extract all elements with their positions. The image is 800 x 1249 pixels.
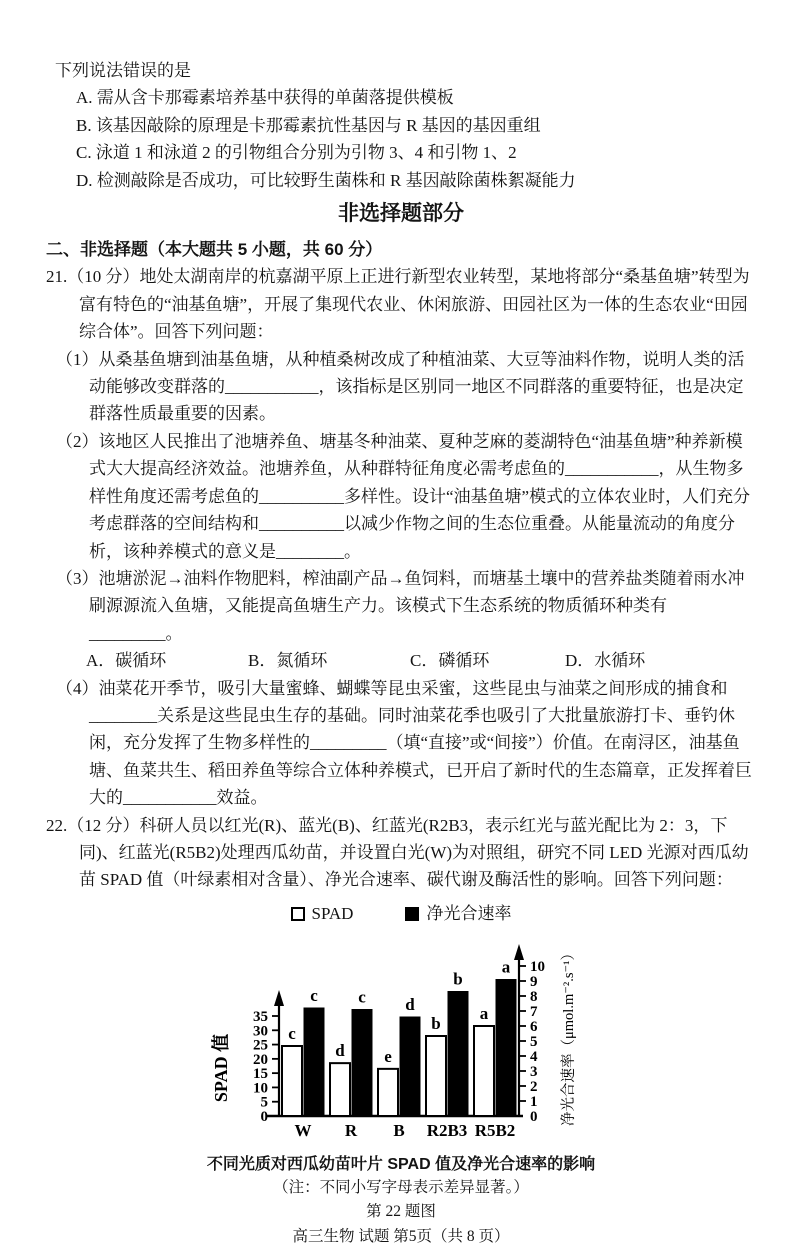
question-20-option-a: A. 需从含卡那霉素培养基中获得的单菌落提供模板 [76, 88, 454, 108]
legend-item-pn [405, 900, 511, 927]
svg-text:SPAD 值: SPAD 值 [211, 1033, 231, 1102]
svg-text:25: 25 [253, 1037, 268, 1054]
question-20-option-c: C. 泳道 1 和泳道 2 的引物组合分别为引物 3、4 和引物 1、2 [76, 143, 517, 163]
chart-legend [46, 902, 756, 926]
legend-item-spad [291, 900, 354, 927]
question-20-stem: 下列说法错误的是 [55, 61, 191, 80]
question-22 [46, 812, 756, 894]
svg-text:R5B2: R5B2 [474, 1120, 516, 1140]
svg-text:B: B [393, 1120, 405, 1140]
part-4-label: （4） [56, 678, 99, 698]
svg-text:2: 2 [530, 1078, 538, 1095]
part-1-text: 从桑基鱼塘到油基鱼塘，从种植桑树改成了种植油菜、大豆等油料作物，说明人类的活动能够改变群落的___________，该指标是区别同一地区不同群落的重要特征，也是决定群落性质最重要的因素。 [89, 349, 745, 424]
question-22-number: 22. [46, 815, 68, 835]
svg-text:9: 9 [530, 973, 538, 990]
svg-text:c: c [310, 985, 318, 1005]
figure-caption: 不同光质对西瓜幼苗叶片 SPAD 值及净光合速率的影响 [206, 1155, 596, 1173]
svg-text:R2B3: R2B3 [426, 1120, 468, 1140]
svg-text:4: 4 [530, 1048, 538, 1065]
svg-text:a: a [501, 957, 511, 977]
svg-text:c: c [358, 987, 366, 1007]
svg-text:b: b [431, 1013, 441, 1033]
svg-text:1: 1 [530, 1093, 538, 1110]
svg-text:35: 35 [253, 1008, 268, 1025]
svg-text:b: b [453, 969, 463, 989]
part-3-option-c: C．磷循环 [410, 651, 490, 671]
figure-number-label: 第 22 题图 [366, 1202, 436, 1220]
svg-text:20: 20 [253, 1051, 268, 1068]
svg-text:10: 10 [253, 1080, 268, 1097]
part-3-option-a: A．碳循环 [86, 651, 167, 671]
open-square-icon [291, 907, 305, 921]
svg-text:30: 30 [253, 1023, 268, 1040]
part-3-text: 池塘淤泥→油料作物肥料，榨油副产品→鱼饲料，而塘基土壤中的营养盐类随着雨水冲刷源源流入鱼塘，又能提高鱼塘生产力。该模式下生态系统的物质循环种类有_________。 [89, 568, 745, 643]
svg-text:8: 8 [530, 988, 538, 1005]
svg-text:净光合速率（μmol.m⁻².s⁻¹）: 净光合速率（μmol.m⁻².s⁻¹） [561, 945, 577, 1126]
svg-text:5: 5 [530, 1033, 538, 1050]
part-4-text: 油菜花开季节，吸引大量蜜蜂、蝴蝶等昆虫采蜜，这些昆虫与油菜之间形成的捕食和________关系是这些昆虫生存的基础。同时油菜花季也吸引了大批量旅游打卡、垂钓休闲，充分发挥了生物多样性的_________（填“直接”或“间接”）价值。在南浔区，油基鱼塘、鱼菜共生、稻田养鱼等综合立体种养模式，已开启了新时代的生态篇章，正发挥着巨大的___________效益。 [89, 678, 752, 808]
question-21 [46, 263, 756, 345]
part-3-label: （3） [56, 568, 99, 588]
part-3-option-d: D．水循环 [565, 651, 646, 671]
svg-text:0: 0 [530, 1108, 538, 1125]
question-20-option-b: B. 该基因敲除的原理是卡那霉素抗性基因与 R 基因的基因重组 [76, 115, 541, 135]
page-footer: 高三生物 试题 第5页（共 8 页） [292, 1227, 510, 1245]
part-3-option-b: B．氮循环 [248, 651, 328, 671]
part-2-text: 该地区人民推出了池塘养鱼、塘基冬种油菜、夏种芝麻的菱湖特色“油基鱼塘”种养新模式大大提高经济效益。池塘养鱼，从种群特征角度必需考虑鱼的___________，从生物多样性角度还需考虑鱼的__________多样性。设计“油基鱼塘”模式的立体农业时，人们充分考虑群落的空间结构和__________以减少作物之间的生态位重叠。从能量流动的角度分析，该种养模式的意义是________。 [89, 431, 751, 561]
svg-text:d: d [335, 1040, 345, 1060]
question-21-part-1 [46, 346, 756, 428]
svg-text:6: 6 [530, 1018, 538, 1035]
filled-square-icon [405, 907, 419, 921]
question-20-option-d: D. 检测敲除是否成功，可比较野生菌株和 R 基因敲除菌株絮凝能力 [76, 170, 576, 190]
legend-label-pn: 净光合速率 [426, 904, 512, 924]
svg-text:W: W [294, 1120, 312, 1140]
figure-note: （注：不同小写字母表示差异显著。） [273, 1178, 529, 1196]
question-22-text: （12 分）科研人员以红光(R)、蓝光(B)、红蓝光(R2B3，表示红光与蓝光配比为 2：3，下同)、红蓝光(R5B2)处理西瓜幼苗，并设置白光(W)为对照组，研究不同 LED 光源对西瓜幼苗 SPAD 值（叶绿素相对含量）、净光合速率、碳代谢及酶活性的影响。回答下列问题： [67, 815, 749, 890]
svg-text:R: R [344, 1120, 358, 1140]
svg-text:a: a [479, 1003, 489, 1023]
figure-question-22 [46, 902, 756, 1249]
question-21-part-3 [46, 565, 756, 647]
question-21-number: 21. [46, 267, 68, 287]
part-3-options-row [46, 647, 756, 674]
question-21-part-2 [46, 428, 756, 565]
svg-text:e: e [384, 1046, 392, 1066]
svg-text:5: 5 [260, 1094, 268, 1111]
svg-text:7: 7 [530, 1003, 538, 1020]
question-21-text: （10 分）地处太湖南岸的杭嘉湖平原上正进行新型农业转型，某地将部分“桑基鱼塘”转型为富有特色的“油基鱼塘”，开展了集现代农业、休闲旅游、田园社区为一体的生态农业“田园综合体”。回答下列问题： [67, 267, 750, 342]
bar-chart [46, 928, 756, 1152]
bar-chart-svg [205, 928, 597, 1152]
part-1-label: （1） [56, 349, 99, 369]
svg-text:3: 3 [530, 1063, 538, 1080]
svg-text:d: d [405, 994, 415, 1014]
legend-label-spad: SPAD [311, 904, 354, 924]
part-2-label: （2） [56, 431, 99, 451]
section-intro: 二、非选择题（本大题共 5 小题，共 60 分） [46, 240, 383, 260]
question-21-part-4 [46, 675, 756, 812]
svg-text:0: 0 [260, 1108, 268, 1125]
section-title: 非选择题部分 [338, 202, 464, 226]
svg-text:c: c [288, 1023, 296, 1043]
svg-text:10: 10 [530, 958, 545, 975]
svg-text:15: 15 [253, 1065, 268, 1082]
